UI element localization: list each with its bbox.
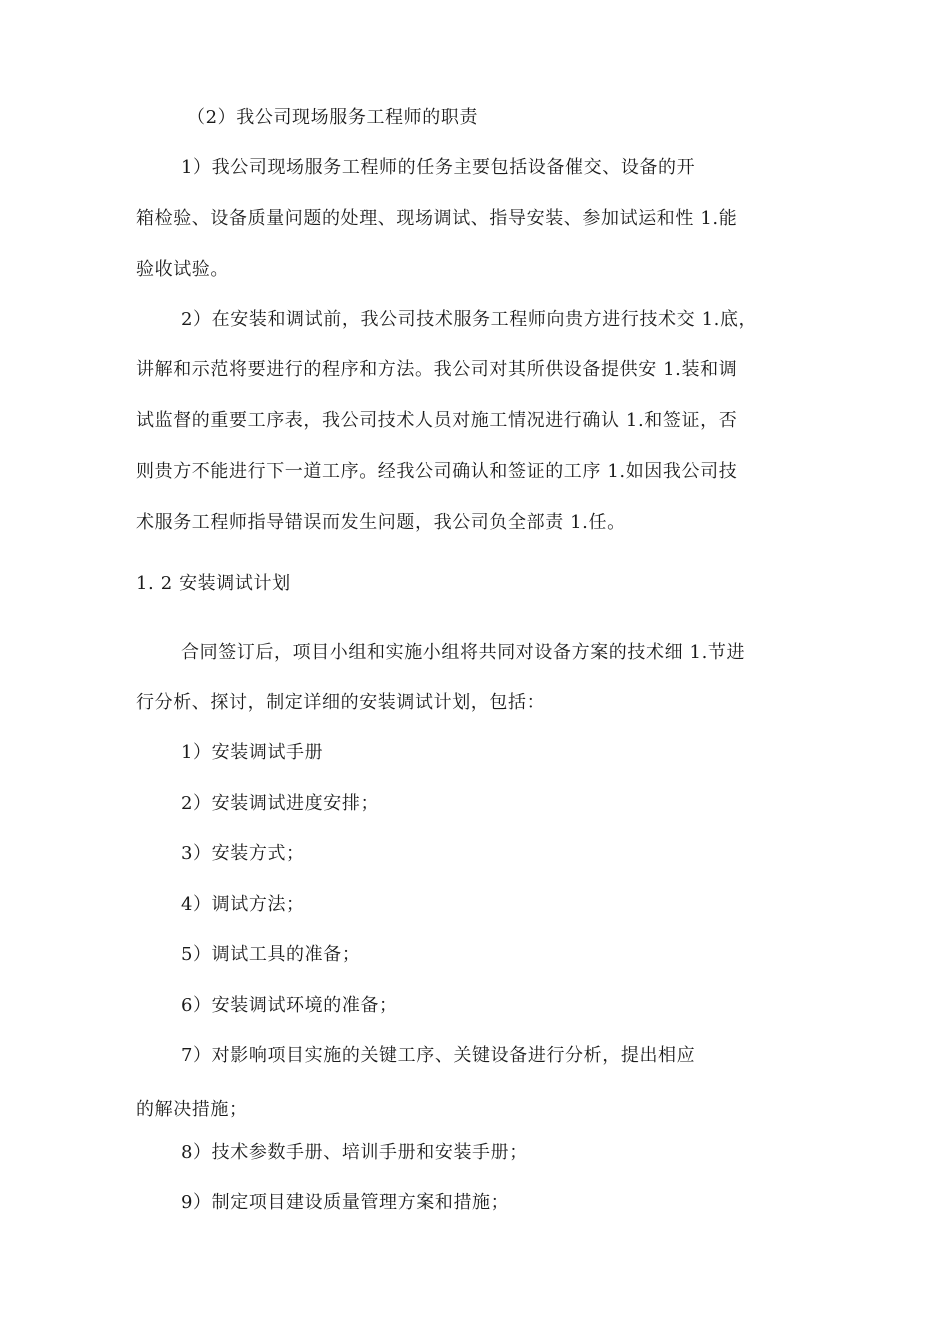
list-item: 4）调试方法； (181, 894, 305, 915)
paragraph-line: 箱检验、设备质量问题的处理、现场调试、指导安装、参加试运和性 1.能 (136, 208, 738, 229)
paragraph-line: 行分析、探讨，制定详细的安装调试计划，包括： (136, 692, 546, 713)
list-item: 3）安装方式； (181, 843, 305, 864)
paragraph-line: 术服务工程师指导错误而发生问题，我公司负全部责 1.任。 (136, 512, 626, 533)
list-item: 2）安装调试进度安排； (181, 793, 380, 814)
paragraph-line: 1）我公司现场服务工程师的任务主要包括设备催交、设备的开 (181, 157, 696, 178)
list-item-continuation: 的解决措施； (136, 1099, 248, 1120)
list-item: 9）制定项目建设质量管理方案和措施； (181, 1192, 510, 1213)
section-subheading-duties: （2）我公司现场服务工程师的职责 (187, 107, 479, 128)
list-item: 1）安装调试手册 (181, 742, 324, 763)
list-item: 6）安装调试环境的准备； (181, 995, 398, 1016)
paragraph-line: 则贵方不能进行下一道工序。经我公司确认和签证的工序 1.如因我公司技 (136, 461, 738, 482)
paragraph-line: 试监督的重要工序表，我公司技术人员对施工情况进行确认 1.和签证，否 (136, 410, 738, 431)
paragraph-line: 讲解和示范将要进行的程序和方法。我公司对其所供设备提供安 1.装和调 (136, 359, 738, 380)
list-item: 7）对影响项目实施的关键工序、关键设备进行分析，提出相应 (181, 1045, 696, 1066)
list-item: 5）调试工具的准备； (181, 944, 361, 965)
list-item: 8）技术参数手册、培训手册和安装手册； (181, 1142, 528, 1163)
paragraph-line: 2）在安装和调试前，我公司技术服务工程师向贵方进行技术交 1.底， (181, 309, 758, 330)
section-heading-install-plan: 1. 2 安装调试计划 (136, 573, 291, 594)
paragraph-line: 合同签订后，项目小组和实施小组将共同对设备方案的技术细 1.节进 (181, 642, 746, 663)
paragraph-line: 验收试验。 (136, 259, 229, 280)
